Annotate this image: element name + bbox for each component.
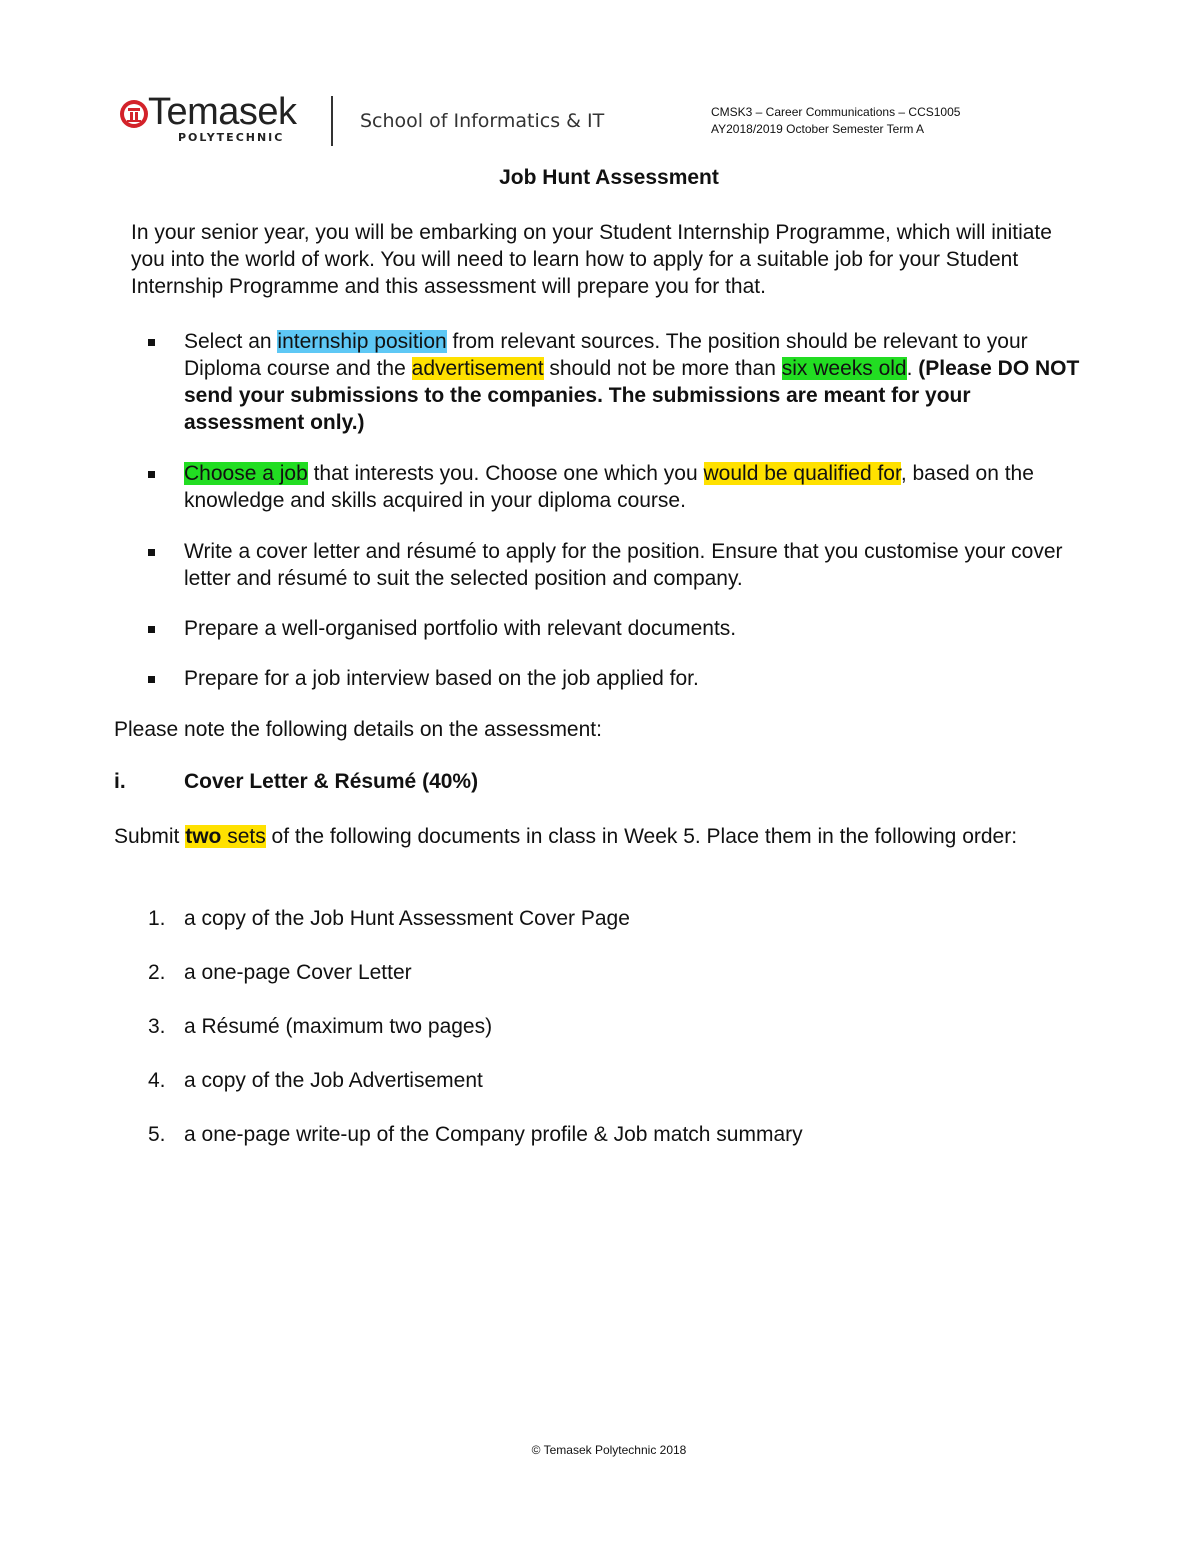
bullet-item: Prepare for a job interview based on the job applied for. <box>130 665 1090 692</box>
logo-subtitle: POLYTECHNIC <box>178 131 285 144</box>
temasek-seal-icon <box>118 98 150 130</box>
details-note: Please note the following details on the assessment: <box>114 718 602 741</box>
bullet-item: Select an internship position from relevant sources. The position should be relevant to your Diploma course and the advertisement should not be more than six weeks old. (Please DO NOT send your submissions to the companies. The submissions are meant for your assessment only.) <box>130 328 1090 436</box>
logo-wordmark: Temasek <box>148 91 297 133</box>
list-item: 4. a copy of the Job Advertisement <box>148 1069 483 1092</box>
highlight-internship-position: internship position <box>277 330 447 353</box>
highlight-six-weeks-old: six weeks old <box>781 357 907 380</box>
highlight-qualified-for: would be qualified for <box>703 462 901 485</box>
highlight-two-sets: two sets <box>185 825 266 848</box>
bullet-item: Write a cover letter and résumé to apply for the position. Ensure that you customise your cover letter and résumé to suit the selected position and company. <box>130 538 1090 592</box>
school-name: School of Informatics & IT <box>360 110 605 132</box>
task-bullet-list <box>130 328 1090 692</box>
temasek-logo <box>118 91 328 154</box>
section-number: i. <box>114 770 126 793</box>
bullet-item: Choose a job that interests you. Choose one which you would be qualified for, based on the knowledge and skills acquired in your diploma course. <box>130 460 1090 514</box>
bullet-square-icon <box>148 626 155 633</box>
submit-paragraph: Submit two sets of the following documents in class in Week 5. Place them in the following order: <box>114 825 1018 848</box>
section-heading <box>114 770 478 794</box>
term-line: AY2018/2019 October Semester Term A <box>711 122 925 136</box>
list-item: 3. a Résumé (maximum two pages) <box>148 1015 493 1038</box>
bullet-square-icon <box>148 676 155 683</box>
header-divider <box>331 96 333 146</box>
bold-warning: (Please DO NOT send your submissions to the companies. The submissions are meant for your assessment only.) <box>184 357 1080 434</box>
course-meta <box>711 104 960 138</box>
document-title: Job Hunt Assessment <box>499 166 719 189</box>
bullet-square-icon <box>148 339 155 346</box>
intro-paragraph: In your senior year, you will be embarking on your Student Internship Programme, which will initiate you into the world of work. You will need to learn how to apply for a suitable job for your Student Internship Programme and this assessment will prepare you for that. <box>131 221 1052 298</box>
section-title: Cover Letter & Résumé (40%) <box>184 770 479 793</box>
copyright-footer: © Temasek Polytechnic 2018 <box>531 1443 687 1457</box>
bullet-square-icon <box>148 549 155 556</box>
course-line: CMSK3 – Career Communications – CCS1005 <box>711 105 961 119</box>
list-item: 5. a one-page write-up of the Company profile & Job match summary <box>148 1123 803 1146</box>
bullet-item: Prepare a well-organised portfolio with relevant documents. <box>130 615 1090 642</box>
list-item: 1. a copy of the Job Hunt Assessment Cover Page <box>148 907 630 930</box>
highlight-advertisement: advertisement <box>411 357 544 380</box>
document-order-list <box>148 905 803 1175</box>
list-item: 2. a one-page Cover Letter <box>148 961 412 984</box>
highlight-choose-a-job: Choose a job <box>184 462 308 485</box>
bullet-square-icon <box>148 471 155 478</box>
